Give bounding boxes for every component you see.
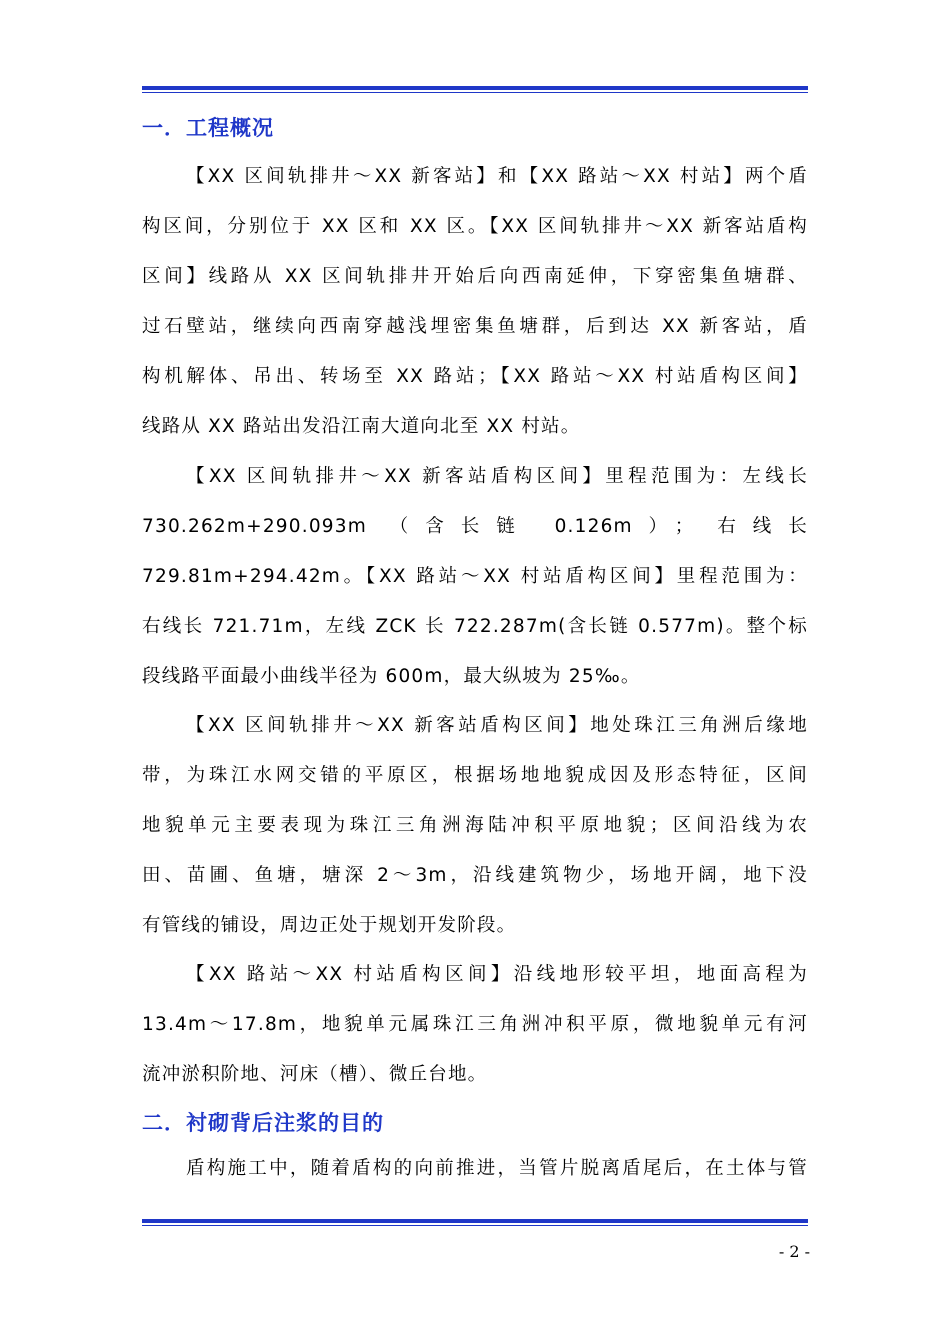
paragraph	[142, 1144, 808, 1194]
paragraph	[142, 452, 808, 702]
footer-rule	[142, 1219, 808, 1226]
paragraph-line: 构区间，分别位于 XX 区和 XX 区。【XX 区间轨排井～XX 新客站盾构	[142, 216, 808, 237]
paragraph-line: 有管线的铺设，周边正处于规划开发阶段。	[142, 915, 517, 936]
paragraph-line: 【XX 路站～XX 村站盾构区间】沿线地形较平坦，地面高程为	[186, 964, 808, 985]
paragraph-line: 右线长 721.71m，左线 ZCK 长 722.287m(含长链 0.577m)。整个标	[142, 616, 808, 637]
paragraph	[142, 152, 808, 452]
section-heading-grouting-purpose: 二．衬砌背后注浆的目的	[142, 1111, 384, 1135]
paragraph-line: 13.4m～17.8m，地貌单元属珠江三角洲冲积平原，微地貌单元有河	[142, 1014, 808, 1035]
paragraph-line: 【XX 区间轨排井～XX 新客站】和【XX 路站～XX 村站】两个盾	[186, 166, 808, 187]
paragraph-line: 729.81m+294.42m。【XX 路站～XX 村站盾构区间】里程范围为：	[142, 566, 808, 587]
paragraph-line: 【XX 区间轨排井～XX 新客站盾构区间】里程范围为：左线长	[186, 466, 808, 487]
header-rule	[142, 86, 808, 93]
paragraph	[142, 701, 808, 951]
paragraph-line: 地貌单元主要表现为珠江三角洲海陆冲积平原地貌；区间沿线为农	[142, 815, 808, 836]
paragraph-line: 构机解体、吊出、转场至 XX 路站；【XX 路站～XX 村站盾构区间】	[142, 366, 808, 387]
section-heading-overview: 一．工程概况	[142, 116, 274, 140]
page-number: - 2 -	[778, 1242, 810, 1261]
paragraph-line: 730.262m+290.093m （含长链 0.126m）； 右线长	[142, 516, 808, 537]
paragraph-line: 线路从 XX 路站出发沿江南大道向北至 XX 村站。	[142, 416, 581, 437]
paragraph-line: 带，为珠江水网交错的平原区，根据场地地貌成因及形态特征，区间	[142, 765, 808, 786]
paragraph-line: 田、苗圃、鱼塘，塘深 2～3m，沿线建筑物少，场地开阔，地下没	[142, 865, 808, 886]
paragraph-line: 区间】线路从 XX 区间轨排井开始后向西南延伸，下穿密集鱼塘群、	[142, 266, 808, 287]
paragraph-line: 盾构施工中，随着盾构的向前推进，当管片脱离盾尾后，在土体与管	[186, 1158, 808, 1179]
paragraph-line: 【XX 区间轨排井～XX 新客站盾构区间】地处珠江三角洲后缘地	[186, 715, 808, 736]
paragraph-line: 过石壁站，继续向西南穿越浅埋密集鱼塘群，后到达 XX 新客站，盾	[142, 316, 808, 337]
paragraph-line: 流冲淤积阶地、河床（槽）、微丘台地。	[142, 1064, 488, 1085]
paragraph	[142, 950, 808, 1100]
paragraph-line: 段线路平面最小曲线半径为 600m，最大纵坡为 25‰。	[142, 666, 641, 687]
